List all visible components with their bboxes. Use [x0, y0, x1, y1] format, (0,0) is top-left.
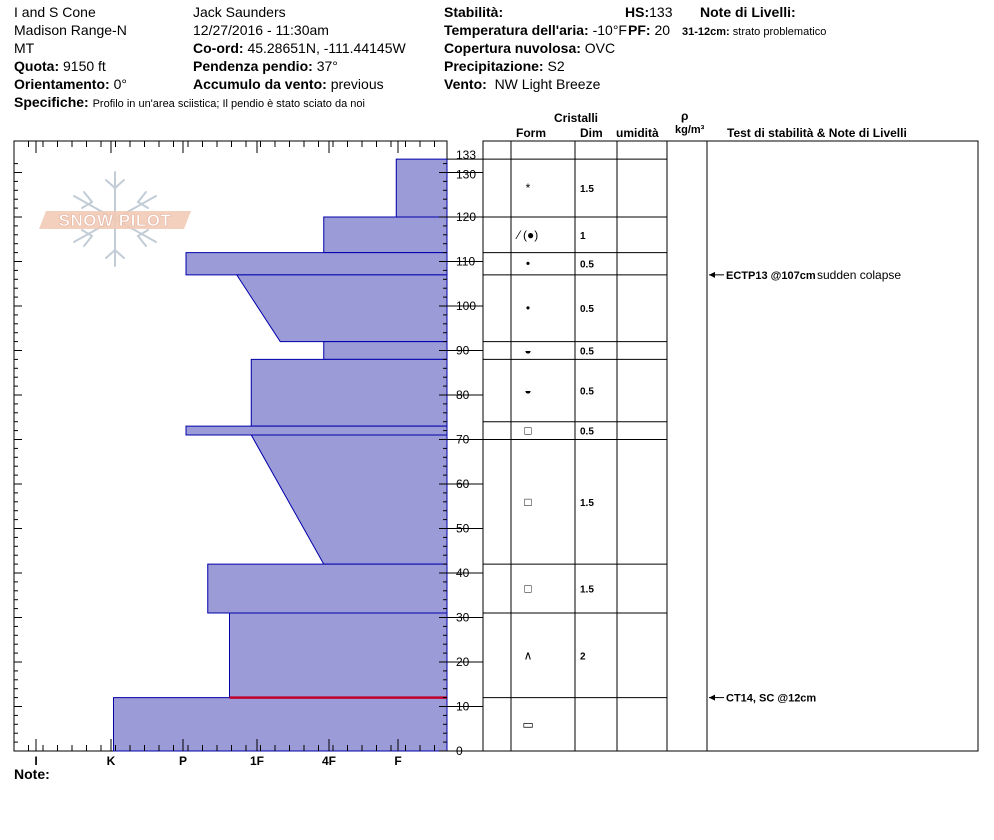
form-header: Form	[516, 126, 546, 140]
hardness-segment	[186, 253, 447, 275]
hs-value: 133	[649, 4, 673, 20]
density-unit-header: kg/m³	[675, 124, 705, 136]
hardness-tick-label: F	[394, 754, 402, 768]
height-tick-label: 133	[456, 148, 477, 163]
hardness-segment	[208, 564, 447, 613]
crystal-form-symbol: ⁄ (●)	[517, 227, 539, 242]
location-name: I and S Cone	[14, 4, 96, 20]
wind-loading-label: Accumulo da vento:	[193, 76, 327, 92]
elevation-label: Quota:	[14, 58, 60, 74]
test-code: CT14, SC @12cm	[726, 692, 817, 705]
height-tick-label: 90	[456, 343, 470, 358]
hardness-tick-label: K	[106, 754, 116, 768]
hs-label: HS:	[625, 4, 650, 20]
crystal-size: 0.5	[580, 304, 594, 316]
hardness-segment	[186, 426, 447, 435]
crystal-size: 0.5	[580, 346, 594, 358]
slope-label: Pendenza pendio:	[193, 58, 313, 74]
crystal-size: 0.5	[580, 386, 594, 398]
observer: Jack Saunders	[193, 4, 286, 20]
air-temp-value: -10°F	[592, 22, 627, 38]
hardness-segment	[237, 275, 447, 342]
elevation-value: 9150 ft	[63, 58, 106, 74]
density-symbol: ρ	[681, 109, 689, 123]
hardness-segment	[396, 159, 447, 217]
height-tick-label: 40	[456, 566, 470, 580]
crystals-header: Cristalli	[554, 111, 599, 125]
crystal-table-frame	[483, 141, 978, 751]
height-tick-label: 110	[456, 254, 476, 269]
cloud-label: Copertura nuvolosa:	[444, 40, 581, 56]
coord-label: Co-ord:	[193, 40, 244, 56]
stability-label: Stabilità:	[444, 4, 504, 20]
hardness-segment	[251, 435, 447, 564]
crystal-form-symbol: □	[524, 494, 532, 509]
height-tick-label: 130	[456, 167, 477, 182]
pf-value: 20	[654, 22, 671, 38]
precip-label: Precipitazione:	[444, 58, 544, 74]
hardness-tick-label: 1F	[249, 754, 265, 768]
hardness-segment	[114, 698, 448, 751]
hardness-tick-label: I	[34, 754, 38, 768]
table-column-lines	[511, 141, 707, 751]
height-tick-label: 0	[456, 744, 463, 758]
crystal-form-symbol: ◒	[524, 343, 532, 358]
slope-value: 37°	[316, 58, 338, 74]
layer-note-text: strato problematico	[732, 26, 827, 38]
hardness-tick-label: P	[178, 754, 188, 768]
hardness-segment	[230, 613, 448, 698]
crystal-size: 1.5	[580, 184, 594, 196]
date-time: 12/27/2016 - 11:30am	[193, 22, 329, 38]
precip-value: S2	[547, 58, 565, 74]
wind-label: Vento:	[444, 76, 487, 92]
crystal-size: 2	[580, 651, 586, 663]
note-label: Note:	[14, 766, 50, 782]
hardness-segment	[324, 217, 447, 253]
hardness-segment	[324, 342, 447, 360]
crystal-form-symbol: •	[525, 301, 531, 316]
specifics-label: Specifiche:	[14, 94, 89, 110]
height-tick-label: 60	[456, 477, 470, 491]
aspect-value: 0°	[113, 76, 127, 92]
hardness-profile	[114, 159, 448, 751]
pf-label: PF:	[628, 22, 651, 38]
height-tick-label: 20	[456, 655, 470, 669]
specifics-value: Profilo in un'area sciistica; Il pendio è stato sciato da noi	[92, 98, 365, 110]
air-temp-label: Temperatura dell'aria:	[444, 22, 589, 38]
size-header: Dim	[580, 126, 603, 140]
hardness-segment	[251, 359, 447, 426]
logo-text: SNOW PILOT	[58, 211, 172, 230]
crystal-size: 1	[580, 230, 586, 242]
test-note: sudden colapse	[817, 267, 902, 282]
height-tick-label: 30	[456, 610, 470, 625]
snowpilot-logo	[39, 172, 191, 266]
coord-value: 45.28651N, -111.44145W	[247, 40, 406, 56]
height-tick-label: 50	[456, 521, 470, 536]
height-tick-label: 100	[456, 299, 477, 313]
layer-notes-label: Note di Livelli:	[700, 4, 796, 20]
wind-value: NW Light Breeze	[494, 76, 601, 92]
crystal-form-symbol: *	[525, 181, 531, 196]
test-code: ECTP13 @107cm	[726, 269, 816, 282]
height-tick-label: 10	[456, 699, 470, 714]
crystal-form-symbol: ◒	[524, 383, 532, 398]
crystal-size: 1.5	[580, 584, 594, 596]
crystal-form-symbol: □	[524, 581, 532, 596]
state: MT	[14, 40, 35, 56]
wind-loading-value: previous	[330, 76, 384, 92]
crystal-form-symbol: ∧	[523, 648, 533, 663]
height-tick-label: 80	[456, 388, 470, 402]
height-tick-label: 70	[456, 432, 470, 447]
crystal-size: 1.5	[580, 497, 594, 509]
stability-tests	[709, 268, 901, 705]
tests-header: Test di stabilità & Note di Livelli	[727, 126, 907, 140]
aspect-label: Orientamento:	[14, 76, 110, 92]
moisture-header: umidità	[616, 126, 659, 140]
height-tick-label: 120	[456, 210, 477, 224]
test-arrow-head	[709, 272, 715, 278]
test-arrow-head	[709, 695, 715, 701]
crystal-size: 0.5	[580, 426, 594, 438]
hardness-tick-label: 4F	[321, 754, 337, 768]
crystal-form-symbol: □	[524, 423, 532, 438]
crystal-form-symbol: ▭	[522, 717, 534, 732]
crystal-size: 0.5	[580, 259, 594, 271]
layer-note-key: 31-12cm:	[682, 26, 730, 38]
mountain-range: Madison Range-N	[14, 22, 127, 38]
crystal-form-symbol: •	[525, 256, 531, 271]
cloud-value: OVC	[584, 40, 616, 56]
